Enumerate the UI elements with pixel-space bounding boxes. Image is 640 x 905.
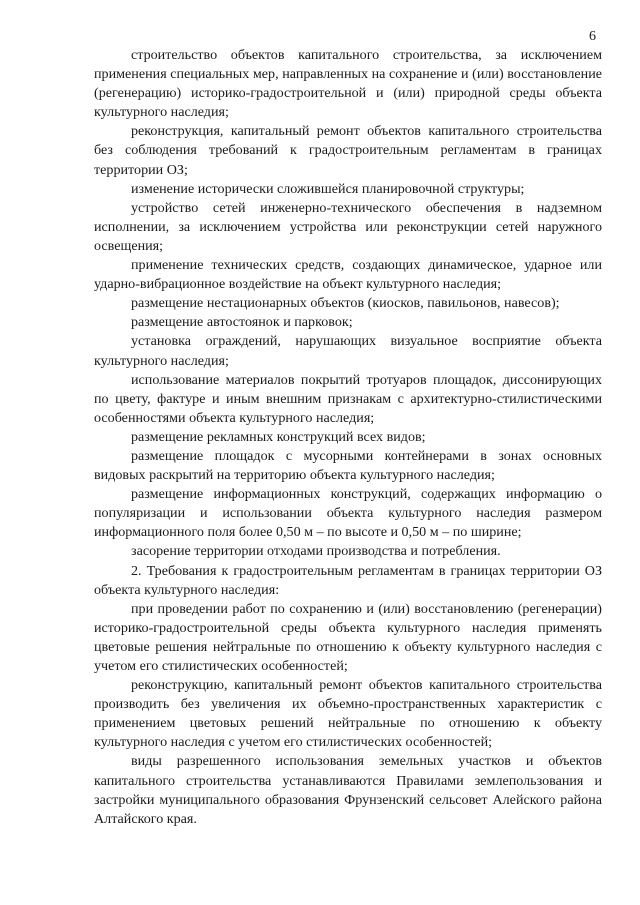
- paragraph-restriction-reconstruction: реконструкция, капитальный ремонт объектов капитального строительства без соблюдения требований к градостроительным регламентам в границах территории ОЗ;: [94, 123, 602, 178]
- paragraph-restriction-pavement-materials: использование материалов покрытий тротуаров площадок, диссонирующих по цвету, фактуре и иным внешним признакам с архитектурно-стилистическими особенностями объекта культурного наследия;: [94, 371, 602, 426]
- document-body: [94, 46, 602, 829]
- page-number: 6: [589, 29, 596, 44]
- paragraph-restriction-parking: размещение автостоянок и парковок;: [131, 314, 353, 331]
- paragraph-restriction-capital-construction: строительство объектов капитального строительства, за исключением применения специальных мер, направленных на сохранение и (или) восстановление (регенерацию) историко-градостроительной и (или) природной среды объекта культурного наследия;: [94, 47, 602, 121]
- paragraph-restriction-dynamic-impact: применение технических средств, создающих динамическое, ударное или ударно-вибрационное воздействие на объект культурного наследия;: [94, 257, 602, 293]
- section-heading-urban-planning-requirements: 2. Требования к градостроительным регламентам в границах территории ОЗ объекта культурного наследия:: [94, 562, 602, 598]
- paragraph-restriction-kiosks: размещение нестационарных объектов (киосков, павильонов, навесов);: [131, 295, 560, 312]
- paragraph-restriction-advertising: размещение рекламных конструкций всех видов;: [131, 428, 426, 445]
- paragraph-requirement-color-solutions: при проведении работ по сохранению и (или) восстановлению (регенерации) историко-градостроительной среды объекта культурного наследия применять цветовые решения нейтральные по отношению к объекту культурного наследия с учетом его стилистических особенностей;: [94, 600, 602, 674]
- paragraph-restriction-info-structures: размещение информационных конструкций, содержащих информацию о популяризации и использовании объекта культурного наследия размером информационного поля более 0,50 м – по высоте и 0,50 м – по ширине;: [94, 486, 602, 541]
- paragraph-restriction-littering: засорение территории отходами производства и потребления.: [131, 543, 501, 560]
- paragraph-restriction-overhead-networks: устройство сетей инженерно-технического обеспечения в надземном исполнении, за исключением устройства или реконструкции сетей наружного освещения;: [94, 199, 602, 254]
- paragraph-restriction-waste-sites: размещение площадок с мусорными контейнерами в зонах основных видовых раскрытий на территорию объекта культурного наследия;: [94, 447, 602, 484]
- paragraph-requirement-land-use: виды разрешенного использования земельных участков и объектов капитального строительства устанавливаются Правилами землепользования и застройки муниципального образования Фрунзенский сельсовет Алейского района Алтайского края.: [94, 753, 602, 827]
- paragraph-restriction-fences: установка ограждений, нарушающих визуальное восприятие объекта культурного наследия;: [94, 333, 602, 369]
- paragraph-restriction-planning-structure: изменение исторически сложившейся планировочной структуры;: [131, 180, 525, 197]
- paragraph-requirement-reconstruction: реконструкцию, капитальный ремонт объектов капитального строительства производить без увеличения их объемно-пространственных характеристик с применением цветовых решений нейтральные по отношению к объекту культурного наследия с учетом его стилистических особенностей;: [94, 677, 602, 751]
